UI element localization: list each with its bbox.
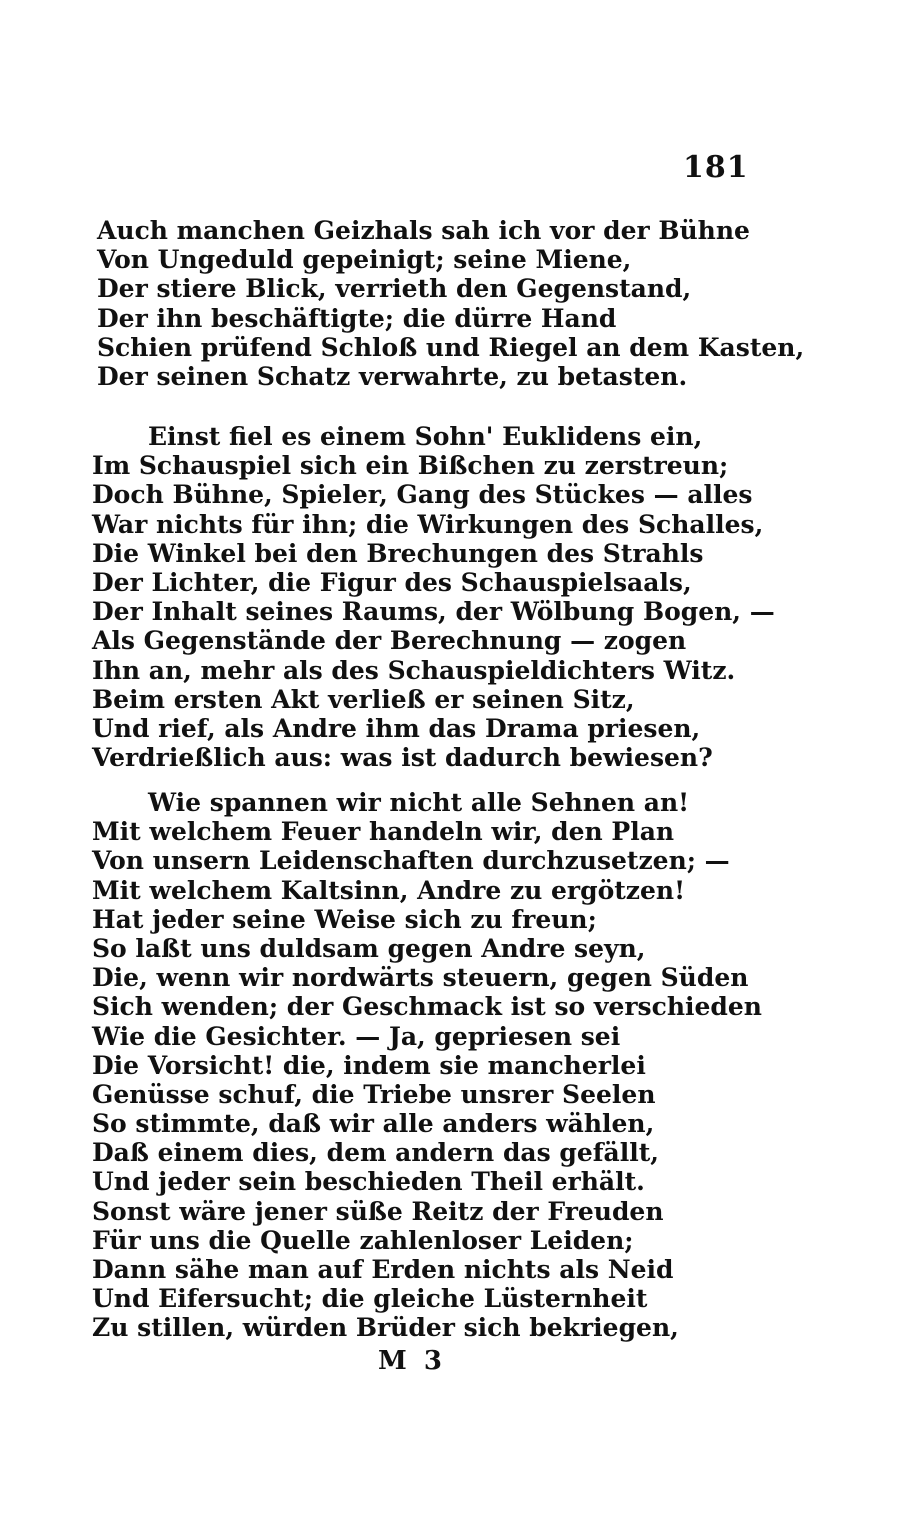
verse-line: Mit welchem Kaltsinn, Andre zu ergötzen!	[92, 875, 686, 905]
verse-line: War nichts für ihn; die Wirkungen des Schalles,	[92, 509, 764, 539]
verse-line: Dann sähe man auf Erden nichts als Neid	[92, 1255, 674, 1284]
verse-line: Für uns die Quelle zahlenloser Leiden;	[92, 1225, 634, 1255]
verse-line: Und jeder sein beschieden Theil erhält.	[92, 1167, 645, 1197]
verse-line: Und rief, als Andre ihm das Drama priesen,	[92, 713, 701, 743]
verse-line: Als Gegenstände der Berechnung — zogen	[92, 626, 687, 656]
stanza-1	[97, 216, 804, 391]
stanza-3	[92, 788, 762, 1343]
verse-line: Auch manchen Geizhals sah ich vor der Bühne	[97, 216, 750, 245]
verse-line: Sonst wäre jener süße Reitz der Freuden	[92, 1196, 664, 1226]
verse-line: Die Vorsicht! die, indem sie mancherlei	[92, 1050, 646, 1080]
verse-line: Von Ungeduld gepeinigt; seine Miene,	[97, 245, 632, 275]
verse-line: Der stiere Blick, verrieth den Gegenstand,	[97, 274, 692, 304]
verse-line: So stimmte, daß wir alle anders wählen,	[92, 1109, 655, 1139]
verse-line: Mit welchem Feuer handeln wir, den Plan	[92, 817, 675, 847]
verse-line: Doch Bühne, Spieler, Gang des Stückes — alles	[92, 480, 753, 510]
verse-line: Im Schauspiel sich ein Bißchen zu zerstreun;	[92, 451, 729, 481]
verse-line: Der seinen Schatz verwahrte, zu betasten.	[97, 361, 688, 391]
signature-mark: M 3	[378, 1346, 446, 1376]
verse-line: Beim ersten Akt verließ er seinen Sitz,	[92, 684, 635, 714]
verse-line: So laßt uns duldsam gegen Andre seyn,	[92, 933, 646, 963]
verse-line: Ihn an, mehr als des Schauspieldichters Witz.	[92, 655, 736, 685]
verse-line: Der ihn beschäftigte; die dürre Hand	[97, 303, 617, 333]
verse-line: Der Lichter, die Figur des Schauspielsaals,	[92, 567, 692, 597]
verse-line: Daß einem dies, dem andern das gefällt,	[92, 1138, 659, 1168]
verse-line: Schien prüfend Schloß und Riegel an dem Kasten,	[97, 332, 805, 362]
verse-line: Und Eifersucht; die gleiche Lüsternheit	[92, 1284, 648, 1314]
verse-line: Verdrießlich aus: was ist dadurch bewiesen?	[92, 743, 713, 773]
verse-line: Genüsse schuf, die Triebe unsrer Seelen	[92, 1079, 656, 1109]
verse-line: Der Inhalt seines Raums, der Wölbung Bogen, —	[92, 597, 775, 627]
verse-line: Einst fiel es einem Sohn' Euklidens ein,	[148, 422, 703, 451]
verse-line: Wie die Gesichter. — Ja, gepriesen sei	[92, 1021, 621, 1051]
verse-line: Von unsern Leidenschaften durchzusetzen; —	[92, 846, 730, 876]
verse-line: Die, wenn wir nordwärts steuern, gegen Süden	[92, 963, 749, 993]
verse-line: Sich wenden; der Geschmack ist so verschieden	[92, 992, 762, 1022]
verse-line: Wie spannen wir nicht alle Sehnen an!	[148, 788, 690, 817]
page-number: 181	[683, 150, 749, 185]
stanza-2	[92, 422, 775, 772]
verse-line: Die Winkel bei den Brechungen des Strahls	[92, 538, 704, 568]
verse-line: Hat jeder seine Weise sich zu freun;	[92, 904, 597, 934]
verse-line: Zu stillen, würden Brüder sich bekriegen,	[92, 1313, 679, 1343]
